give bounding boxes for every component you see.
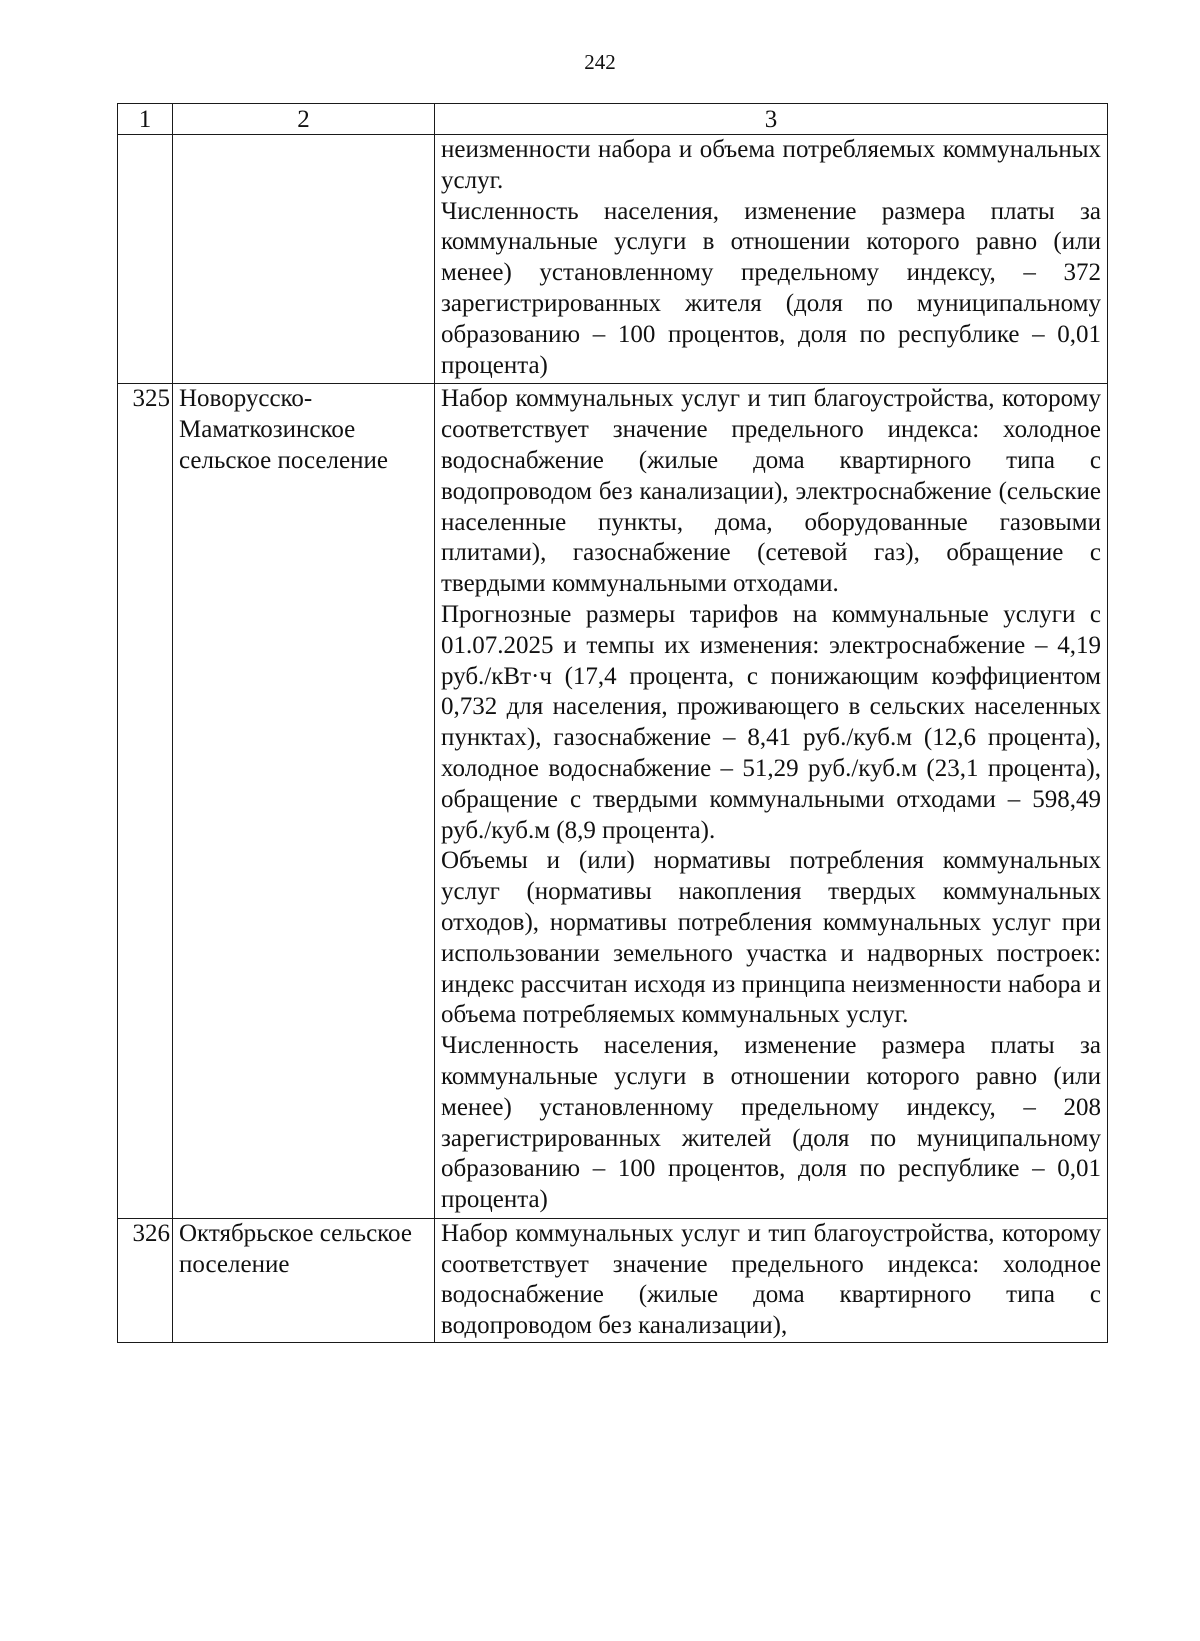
column-header-number: 1	[118, 104, 173, 135]
description-paragraph: Численность населения, изменение размера платы за коммунальные услуги в отношении которого равно (или менее) установленному предельному индексу, – 372 зарегистрированных жителя (доля по муниципальному образованию – 100 процентов, доля по республике – 0,01 процента)	[441, 197, 1101, 379]
table-row	[118, 1218, 1108, 1342]
row-number: 326	[118, 1218, 173, 1342]
column-header-description: 3	[435, 104, 1108, 135]
description-paragraph: Набор коммунальных услуг и тип благоустройства, которому соответствует значение предельного индекса: холодное водоснабжение (жилые дома квартирного типа с водопроводом без канализации),	[441, 1219, 1101, 1340]
row-number: 325	[118, 384, 173, 1219]
row-number	[118, 135, 173, 384]
table-row	[118, 135, 1108, 384]
description-cell	[435, 135, 1108, 384]
description-cell	[435, 384, 1108, 1219]
municipality-name: Новорусско-Маматкозинское сельское поселение	[173, 384, 435, 1219]
column-header-municipality: 2	[173, 104, 435, 135]
description-paragraph: неизменности набора и объема потребляемых коммунальных услуг.	[441, 136, 1101, 194]
description-paragraph: Набор коммунальных услуг и тип благоустройства, которому соответствует значение предельного индекса: холодное водоснабжение (жилые дома квартирного типа с водопроводом без канализации), электроснабжение (сельские населенные пункты, дома, оборудованные газовыми плитами), газоснабжение (сетевой газ), обращение с твердыми коммунальными отходами.	[441, 385, 1101, 598]
municipality-name: Октябрьское сельское поселение	[173, 1218, 435, 1342]
tariff-table	[117, 103, 1108, 1343]
table-header-row	[118, 104, 1108, 135]
page-number: 242	[584, 50, 616, 74]
description-cell	[435, 1218, 1108, 1342]
table-row	[118, 384, 1108, 1219]
description-paragraph: Объемы и (или) нормативы потребления коммунальных услуг (нормативы накопления твердых коммунальных отходов), нормативы потребления коммунальных услуг при использовании земельного участка и надворных построек: индекс рассчитан исходя из принципа неизменности набора и объема потребляемых коммунальных услуг.	[441, 847, 1101, 1029]
description-paragraph: Численность населения, изменение размера платы за коммунальные услуги в отношении которого равно (или менее) установленному предельному индексу, – 208 зарегистрированных жителей (доля по муниципальному образованию – 100 процентов, доля по республике – 0,01 процента)	[441, 1032, 1101, 1214]
municipality-name	[173, 135, 435, 384]
description-paragraph: Прогнозные размеры тарифов на коммунальные услуги с 01.07.2025 и темпы их изменения: электроснабжение – 4,19 руб./кВт·ч (17,4 процента, с понижающим коэффициентом 0,732 для населения, проживающего в сельских населенных пунктах), газоснабжение – 8,41 руб./куб.м (12,6 процента), холодное водоснабжение – 51,29 руб./куб.м (23,1 процента), обращение с твердыми коммунальными отходами – 598,49 руб./куб.м (8,9 процента).	[441, 600, 1101, 844]
